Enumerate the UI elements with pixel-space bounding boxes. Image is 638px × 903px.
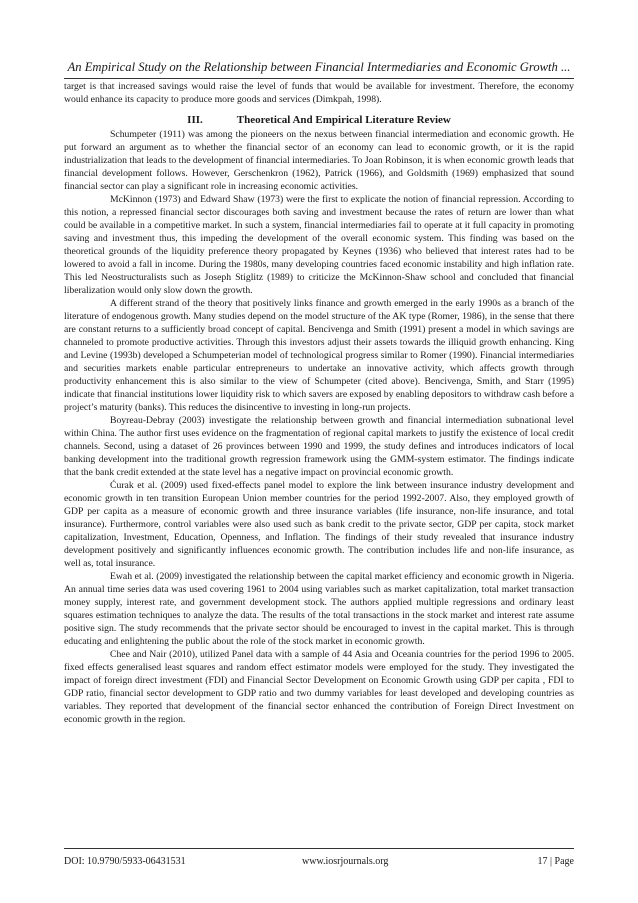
footer-website: www.iosrjournals.org (302, 856, 389, 867)
section-number: III. (187, 114, 203, 126)
paragraph-ewah: Ewah et al. (2009) investigated the relationship between the capital market efficiency and economic growth in Nigeria. An annual time series data was used covering 1961 to 2004 using variables such as market capitalization, total market transaction money supply, interest rate, and government development stock. The authors applied multiple regressions and ordinary least squares estimation techniques to analyze the data. The results of the total transactions in the stock market and interest rate assume positive sign. The study recommends that the private sector should be encouraged to invest in the capital market. This is through educating and enlightening the public about the role of the stock market in economic growth. (64, 571, 574, 647)
running-header: An Empirical Study on the Relationship between Financial Intermediaries and Economic Growth ... (67, 60, 571, 74)
section-title: Theoretical And Empirical Literature Review (236, 114, 451, 126)
footer-doi: DOI: 10.9790/5933-06431531 (64, 856, 186, 867)
paragraph-chee-nair: Chee and Nair (2010), utilized Panel data with a sample of 44 Asia and Oceania countries for the period 1996 to 2005. fixed effects generalised least squares and random effect estimator models were employed for the study. They investigated the impact of foreign direct investment (FDI) and Financial Sector Development on Economic Growth using GDP per capita , FDI to GDP ratio, financial sector development to GDP ratio and two dummy variables for least developed and developing countries as variables. They reported that development of the financial sector enhanced the contribution of Foreign Direct Investment on economic growth in the region. (64, 649, 574, 725)
footer-page-number: 17 | Page (537, 856, 574, 867)
page-footer (64, 854, 574, 870)
paragraph-schumpeter: Schumpeter (1911) was among the pioneers on the nexus between financial intermediation and economic growth. He put forward an argument as to whether the financial sector of an economy can lead to economic growth, or it is the rapid industrialization that leads to the development of financial intermediaries. To Joan Robinson, it is when economic growth leads that financial development follows. However, Gerschenkron (1962), Patrick (1966), and Goldsmith (1969) emphasized that sound financial sector can play a significant role in increasing economic activities. (64, 129, 574, 192)
paragraph-curak: Ćurak et al. (2009) used fixed-effects panel model to explore the link between insurance industry development and economic growth in ten transition European Union member countries for the period 1992-2007. Also, they employed growth of GDP per capita as a measure of economic growth and three insurance variables (life insurance, non-life insurance, and total insurance). Furthermore, control variables were also used such as bank credit to the private sector, GDP per capita, stock market capitalization, Investment, Education, Openness, and Inflation. The findings of their study revealed that insurance industry development positively and significantly influences economic growth. The contribution includes life and non-life insurance, as well as, total insurance. (64, 480, 574, 569)
section-heading (64, 113, 574, 127)
intro-paragraph: target is that increased savings would raise the level of funds that would be available for investment. Therefore, the economy would enhance its capacity to produce more goods and services (Dimkpah, 1998). (64, 81, 574, 105)
page-body (64, 80, 574, 726)
paragraph-endogenous-growth: A different strand of the theory that positively links finance and growth emerged in the early 1990s as a branch of the literature of endogenous growth. Many studies depend on the model structure of the AK type (Romer, 1986), in the sense that there are constant returns to a sufficiently broad concept of capital. Bencivenga and Smith (1991) present a model in which savings are channeled to promote productive activities. Through this investors adjust their assets towards the illiquid growth enhancing. King and Levine (1993b) developed a Schumpeterian model of technological progress similar to Romer (1990). Financial intermediaries and securities markets enable particular entrepreneurs to undertake an innovative activity, which affects growth through productivity enhancement this is also similar to the view of Schumpeter (cited above). Bencivenga, Smith, and Starr (1995) indicate that financial institutions lower liquidity risk to which savers are exposed by enabling depositors to withdraw cash before a project’s maturity (banks). This reduces the disincentive to investing in long-run projects. (64, 298, 574, 413)
footer-rule (64, 848, 574, 849)
paragraph-boyreau-debray: Boyreau-Debray (2003) investigate the relationship between growth and financial intermediation subnational level within China. The author first uses evidence on the fragmentation of regional capital markets to justify the existence of local credit channels. Second, using a dataset of 26 provinces between 1990 and 1999, the study defines and introduces indicators of local banking development into the traditional growth regression framework using the GMM-system estimator. The findings indicate that the bank credit extended at the state level has a negative impact on provincial economic growth. (64, 415, 574, 478)
header-rule (64, 78, 574, 79)
paragraph-mckinnon-shaw: McKinnon (1973) and Edward Shaw (1973) were the first to explicate the notion of financial repression. According to this notion, a repressed financial sector discourages both saving and investment because the rates of return are lower than what could be available in a competitive market. In such a system, financial intermediaries fail to operate at it full capacity in promoting saving and investment thus, this impeding the development of the overall economic system. This finding was based on the theoretical grounds of the liquidity preference theory propagated by Keynes (1936) who believed that interest rates had to be lowered to avoid a fall in income. During the 1980s, many developing countries faced economic instability and high inflation rate. This led Neostructuralists such as Joseph Stiglitz (1989) to criticize the McKinnon-Shaw school and concluded that financial liberalization would only slow down the growth. (64, 194, 574, 296)
